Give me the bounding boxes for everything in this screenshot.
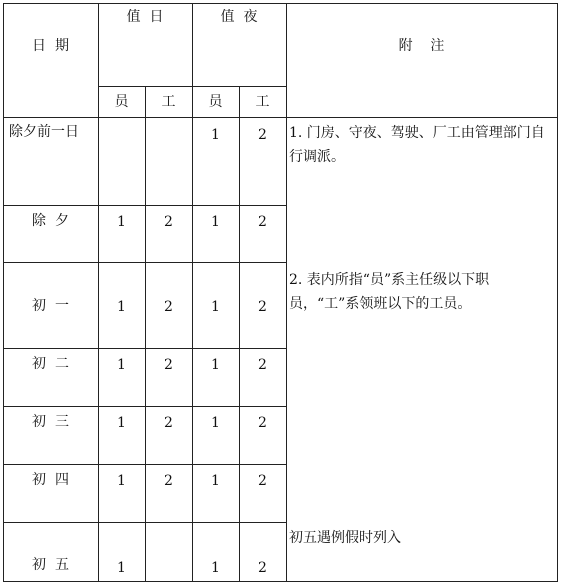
row-day1-night-worker: 2 (258, 299, 267, 315)
header-bottom-line (3, 117, 558, 118)
row-day5-night-staff: 1 (211, 560, 220, 576)
row-day3-day-staff: 1 (117, 415, 126, 431)
header-night-duty: 值 夜 (220, 9, 258, 25)
note-3: 初五遇例假时列入 (289, 530, 401, 546)
row-date-eve-before: 除夕前一日 (9, 124, 79, 140)
row-day2-day-worker: 2 (164, 357, 173, 373)
header-notes: 附 注 (398, 38, 445, 54)
header-day-staff: 员 (114, 94, 129, 110)
col-line-date (98, 3, 99, 582)
row-date-day5: 初 五 (32, 557, 69, 573)
row-day2-night-worker: 2 (258, 357, 267, 373)
table-border-left (3, 3, 4, 582)
row-day3-day-worker: 2 (164, 415, 173, 431)
row-eve-night-worker: 2 (258, 214, 267, 230)
header-day-worker: 工 (161, 94, 176, 110)
row-day4-night-staff: 1 (211, 473, 220, 489)
row-day4-night-worker: 2 (258, 473, 267, 489)
col-line-night-split (239, 86, 240, 582)
header-date: 日 期 (32, 38, 69, 54)
header-night-staff: 员 (208, 94, 223, 110)
row-day2-night-staff: 1 (211, 357, 220, 373)
row-day1-night-staff: 1 (211, 299, 220, 315)
row-date-day3: 初 三 (32, 414, 69, 430)
col-line-notes (286, 3, 287, 582)
row-eve-day-staff: 1 (117, 214, 126, 230)
row-day2-day-staff: 1 (117, 357, 126, 373)
header-day-duty: 值 日 (126, 9, 164, 25)
row-date-day4: 初 四 (32, 472, 69, 488)
row-day3-night-staff: 1 (211, 415, 220, 431)
row-day4-day-staff: 1 (117, 473, 126, 489)
row-date-day1: 初 一 (32, 298, 69, 314)
row-day1-day-staff: 1 (117, 299, 126, 315)
row-day1-day-worker: 2 (164, 299, 173, 315)
row-date-day2: 初 二 (32, 356, 69, 372)
row-day4-day-worker: 2 (164, 473, 173, 489)
header-night-worker: 工 (255, 94, 270, 110)
col-line-day-split (145, 86, 146, 582)
table-border-top (3, 3, 558, 4)
row-eve-day-worker: 2 (164, 214, 173, 230)
row-eve-before-night-worker: 2 (258, 127, 267, 143)
row-date-eve: 除 夕 (32, 213, 69, 229)
row-eve-before-night-staff: 1 (211, 127, 220, 143)
note-1: 1. 门房、守夜、驾驶、厂工由管理部门自行调派。 (289, 125, 545, 165)
table-border-right (557, 3, 558, 582)
row-day5-day-staff: 1 (117, 560, 126, 576)
row-eve-night-staff: 1 (211, 214, 220, 230)
table-border-bottom (3, 581, 558, 582)
col-line-day-night (192, 3, 193, 582)
row-day3-night-worker: 2 (258, 415, 267, 431)
row-day5-night-worker: 2 (258, 560, 267, 576)
note-2: 2. 表内所指“员”系主任级以下职员，“工”系领班以下的工员。 (289, 272, 490, 312)
